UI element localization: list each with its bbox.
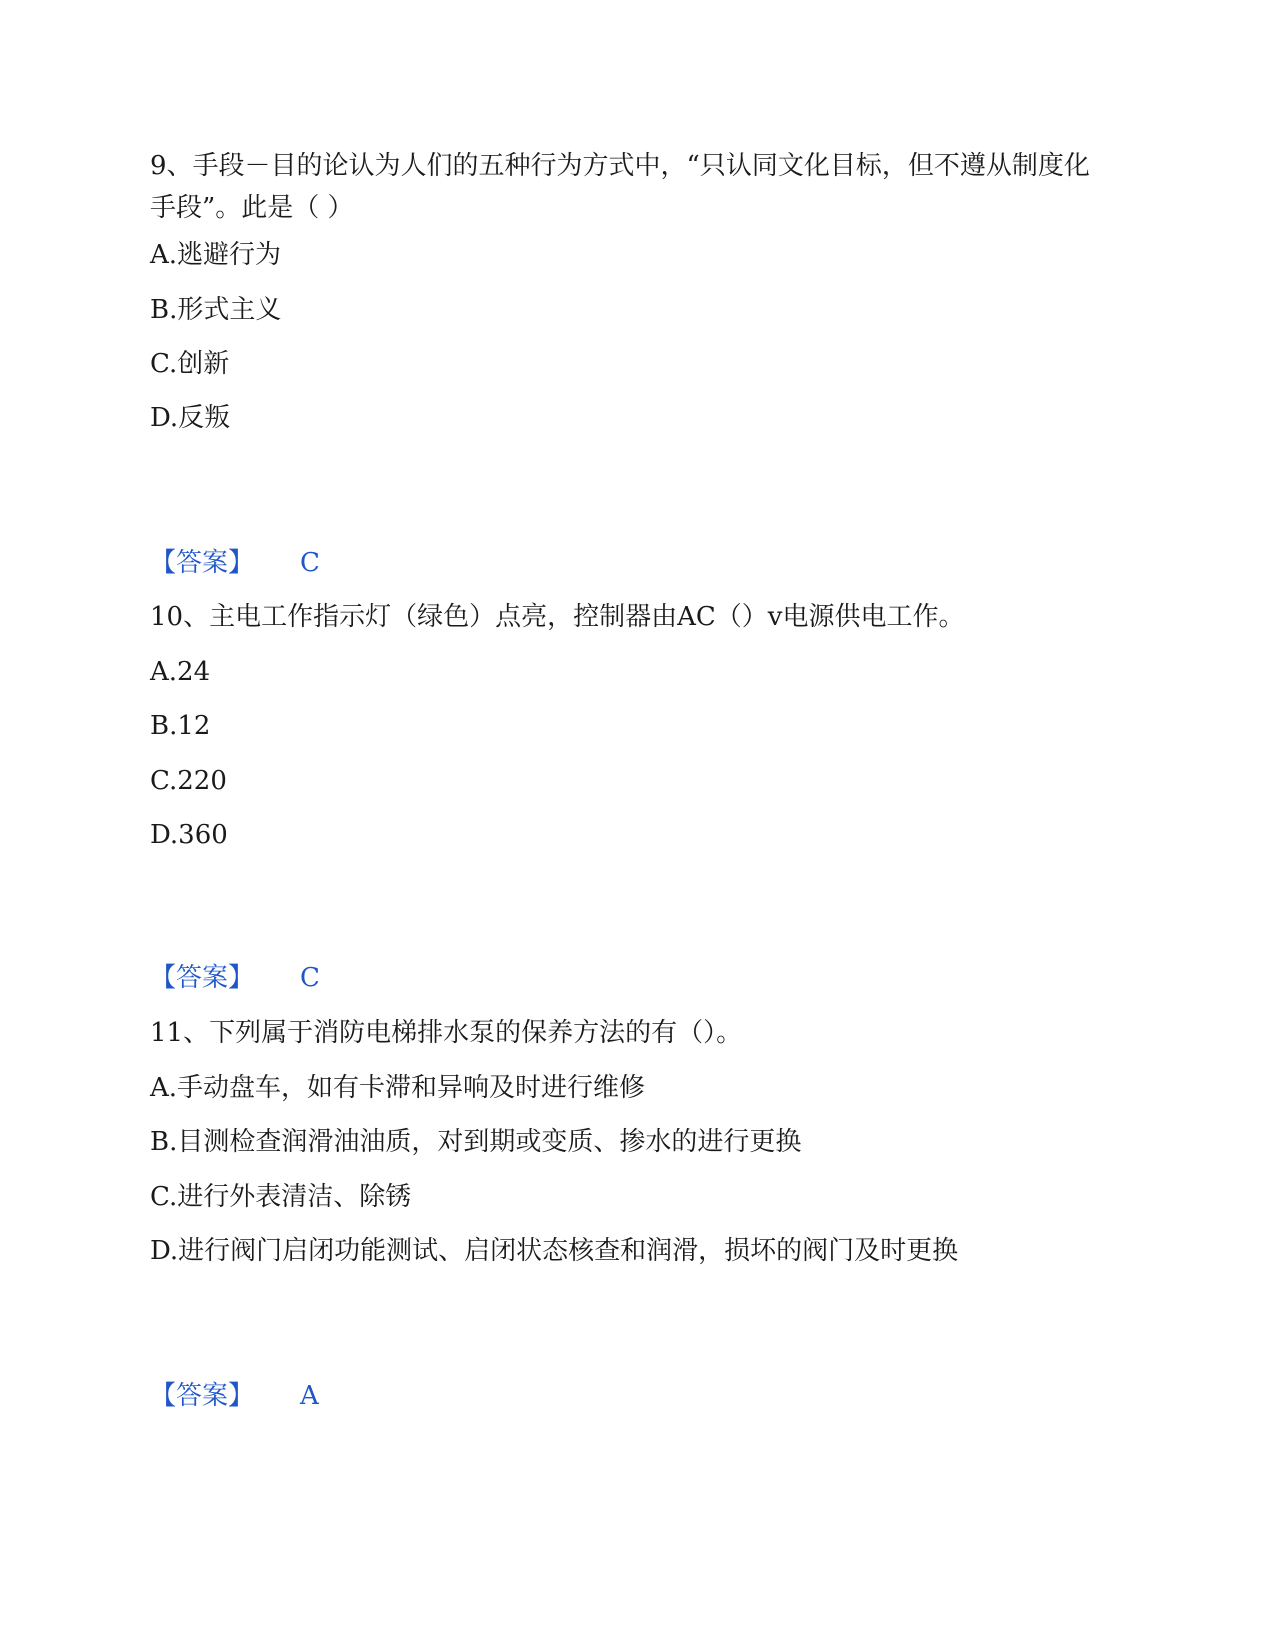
question-10-option-b: B.12 (150, 711, 211, 741)
question-11-answer-value: A (300, 1381, 319, 1411)
question-10-stem: 10、主电工作指示灯（绿色）点亮，控制器由AC（）v电源供电工作。 (150, 602, 965, 632)
question-11-answer-label: 【答案】 (150, 1381, 255, 1411)
question-9-option-b: B.形式主义 (150, 295, 282, 325)
question-10-answer-label: 【答案】 (150, 963, 255, 993)
question-10-option-c: C.220 (150, 766, 227, 796)
question-9-option-d: D.反叛 (150, 403, 231, 433)
question-10-option-d: D.360 (150, 820, 228, 850)
question-11-option-c: C.进行外表清洁、除锈 (150, 1182, 412, 1212)
question-9-answer-value: C (300, 548, 320, 578)
question-9-option-c: C.创新 (150, 349, 230, 379)
question-10-answer-value: C (300, 963, 320, 993)
question-11-option-b: B.目测检查润滑油油质，对到期或变质、掺水的进行更换 (150, 1127, 802, 1157)
question-10-option-a: A.24 (150, 657, 211, 687)
question-9-option-a: A.逃避行为 (150, 240, 282, 270)
question-11-option-d: D.进行阀门启闭功能测试、启闭状态核查和润滑，损坏的阀门及时更换 (150, 1236, 959, 1266)
question-9-answer-label: 【答案】 (150, 548, 255, 578)
question-9-stem: 9、手段－目的论认为人们的五种行为方式中，“只认同文化目标，但不遵从制度化手段”。此是（ ） (150, 151, 1090, 223)
question-11-option-a: A.手动盘车，如有卡滞和异响及时进行维修 (150, 1073, 646, 1103)
question-11-stem: 11、下列属于消防电梯排水泵的保养方法的有（）。 (150, 1018, 743, 1048)
